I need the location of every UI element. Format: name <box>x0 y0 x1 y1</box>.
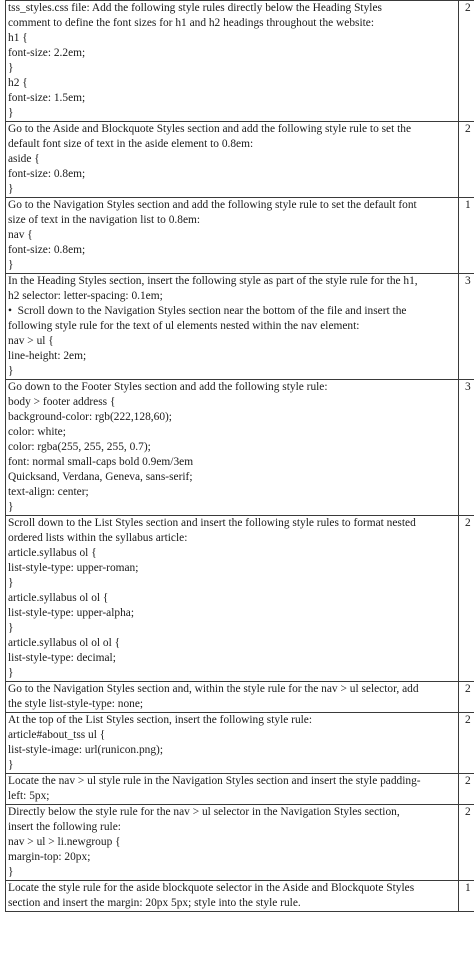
instruction-line: Locate the nav > ul style rule in the Navigation Styles section and insert the style padding- <box>8 775 421 787</box>
instruction-line: • Scroll down to the Navigation Styles section near the bottom of the file and insert the <box>8 305 407 317</box>
instruction-line: font-size: 1.5em; <box>8 92 86 104</box>
instruction-line: comment to define the font sizes for h1 and h2 headings throughout the website: <box>8 17 374 29</box>
instruction-line: article.syllabus ol ol ol { <box>8 637 121 649</box>
instruction-text-cell <box>6 198 459 274</box>
instruction-line: Go to the Navigation Styles section and, within the style rule for the nav > ul selector, add <box>8 683 419 695</box>
instruction-line: following style rule for the text of ul elements nested within the nav element: <box>8 320 360 332</box>
instruction-line: h2 selector: letter-spacing: 0.1em; <box>8 290 163 302</box>
instruction-line: Quicksand, Verdana, Geneva, sans-serif; <box>8 471 193 483</box>
points-cell <box>459 1 474 122</box>
instruction-row <box>6 380 474 516</box>
points-cell <box>459 274 474 380</box>
points-cell <box>459 516 474 682</box>
instruction-line: Go down to the Footer Styles section and add the following style rule: <box>8 381 328 393</box>
points-value: 2 <box>465 683 471 695</box>
instruction-line: } <box>8 259 14 271</box>
instructions-table-body <box>6 1 474 912</box>
instruction-line: } <box>8 107 14 119</box>
instruction-line: article.syllabus ol ol { <box>8 592 109 604</box>
instruction-line: } <box>8 501 14 513</box>
points-cell <box>459 682 474 713</box>
points-value: 2 <box>465 517 471 529</box>
points-value: 2 <box>465 775 471 787</box>
instruction-row <box>6 881 474 912</box>
instruction-line: nav > ul > li.newgroup { <box>8 836 121 848</box>
instruction-line: article.syllabus ol { <box>8 547 97 559</box>
points-cell <box>459 380 474 516</box>
instruction-row <box>6 713 474 774</box>
instructions-table <box>5 0 474 912</box>
instruction-line: } <box>8 577 14 589</box>
instruction-line: size of text in the navigation list to 0.8em: <box>8 214 201 226</box>
instruction-line: section and insert the margin: 20px 5px; style into the style rule. <box>8 897 301 909</box>
points-cell <box>459 774 474 805</box>
instruction-line: Directly below the style rule for the nav > ul selector in the Navigation Styles section, <box>8 806 400 818</box>
instruction-line: text-align: center; <box>8 486 89 498</box>
instruction-line: list-style-type: decimal; <box>8 652 116 664</box>
instruction-line: font-size: 0.8em; <box>8 168 86 180</box>
instruction-line: } <box>8 365 14 377</box>
instruction-line: In the Heading Styles section, insert the following style as part of the style rule for the h1, <box>8 275 418 287</box>
points-cell <box>459 805 474 881</box>
instruction-line: } <box>8 759 14 771</box>
instruction-line: } <box>8 866 14 878</box>
instruction-line: body > footer address { <box>8 396 116 408</box>
instruction-line: list-style-type: upper-roman; <box>8 562 139 574</box>
instruction-row <box>6 805 474 881</box>
instruction-line: } <box>8 622 14 634</box>
instruction-line: margin-top: 20px; <box>8 851 91 863</box>
points-value: 3 <box>465 381 471 393</box>
instruction-line: Scroll down to the List Styles section and insert the following style rules to format nested <box>8 517 416 529</box>
instruction-line: aside { <box>8 153 40 165</box>
instruction-text-cell <box>6 1 459 122</box>
instruction-text-cell <box>6 881 459 912</box>
instruction-line: nav { <box>8 229 33 241</box>
instruction-line: Locate the style rule for the aside blockquote selector in the Aside and Blockquote Styles <box>8 882 415 894</box>
instructions-document <box>5 0 474 965</box>
instruction-text-cell <box>6 682 459 713</box>
instruction-line: list-style-image: url(runicon.png); <box>8 744 164 756</box>
instruction-text-cell <box>6 516 459 682</box>
instruction-line: the style list-style-type: none; <box>8 698 144 710</box>
points-value: 2 <box>465 2 471 14</box>
instruction-line: Go to the Aside and Blockquote Styles section and add the following style rule to set the <box>8 123 412 135</box>
instruction-line: left: 5px; <box>8 790 50 802</box>
instruction-line: default font size of text in the aside element to 0.8em: <box>8 138 254 150</box>
points-cell <box>459 122 474 198</box>
instruction-row <box>6 122 474 198</box>
instruction-row <box>6 774 474 805</box>
instruction-line: nav > ul { <box>8 335 54 347</box>
instruction-line: } <box>8 183 14 195</box>
instruction-line: h2 { <box>8 77 28 89</box>
points-value: 1 <box>465 882 471 894</box>
instruction-line: } <box>8 62 14 74</box>
points-cell <box>459 198 474 274</box>
instruction-line: font-size: 0.8em; <box>8 244 86 256</box>
instruction-line: color: rgba(255, 255, 255, 0.7); <box>8 441 151 453</box>
instruction-line: font-size: 2.2em; <box>8 47 86 59</box>
instruction-line: line-height: 2em; <box>8 350 87 362</box>
points-value: 1 <box>465 199 471 211</box>
instruction-text-cell <box>6 274 459 380</box>
instruction-text-cell <box>6 380 459 516</box>
points-value: 2 <box>465 714 471 726</box>
instruction-line: h1 { <box>8 32 28 44</box>
instruction-line: article#about_tss ul { <box>8 729 106 741</box>
instruction-line: } <box>8 667 14 679</box>
points-value: 2 <box>465 123 471 135</box>
instruction-line: tss_styles.css file: Add the following style rules directly below the Heading Styles <box>8 2 382 14</box>
points-cell <box>459 713 474 774</box>
points-cell <box>459 881 474 912</box>
instruction-line: ordered lists within the syllabus article: <box>8 532 188 544</box>
instruction-line: list-style-type: upper-alpha; <box>8 607 134 619</box>
instruction-text-cell <box>6 805 459 881</box>
instruction-row <box>6 516 474 682</box>
instruction-row <box>6 198 474 274</box>
instruction-line: Go to the Navigation Styles section and add the following style rule to set the default font <box>8 199 417 211</box>
instruction-row <box>6 274 474 380</box>
instruction-text-cell <box>6 713 459 774</box>
points-value: 2 <box>465 806 471 818</box>
instruction-text-cell <box>6 774 459 805</box>
instruction-line: insert the following rule: <box>8 821 121 833</box>
instruction-line: font: normal small-caps bold 0.9em/3em <box>8 456 194 468</box>
instruction-text-cell <box>6 122 459 198</box>
instruction-line: color: white; <box>8 426 66 438</box>
instruction-row <box>6 682 474 713</box>
instruction-line: background-color: rgb(222,128,60); <box>8 411 172 423</box>
points-value: 3 <box>465 275 471 287</box>
instruction-line: At the top of the List Styles section, insert the following style rule: <box>8 714 313 726</box>
instruction-row <box>6 1 474 122</box>
